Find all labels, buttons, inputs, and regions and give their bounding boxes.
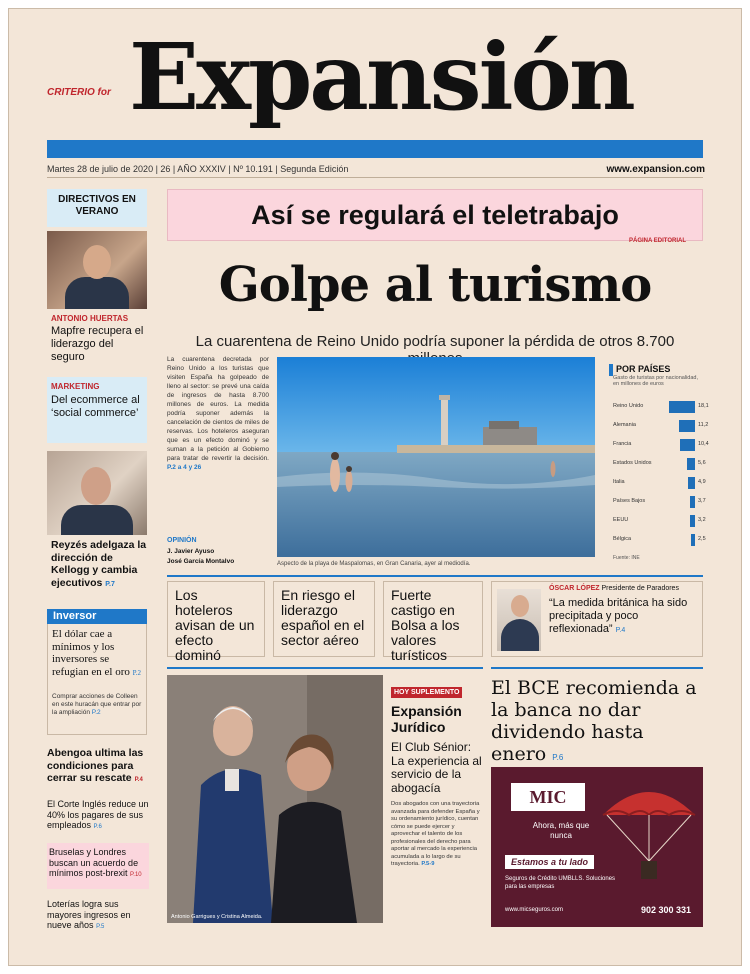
chart-bar (690, 496, 695, 508)
beach-photo (277, 357, 595, 557)
chart-category-label: Países Bajos (613, 498, 646, 504)
ad-site: www.micseguros.com (505, 907, 564, 913)
chart-category-label: Italia (613, 479, 625, 485)
mic-advertisement[interactable] (491, 767, 703, 927)
chart-value-label: 2,5 (698, 536, 706, 542)
mapfre-story[interactable]: Mapfre recupera el liderazgo del seguro (51, 325, 144, 363)
reyzes-photo (47, 451, 147, 535)
brexit-story[interactable]: Bruselas y Londres buscan un acuerdo de mínimos post-brexit P.10 (49, 847, 142, 878)
bce-rule (491, 667, 703, 669)
teasers-rule (167, 575, 703, 577)
ad-line-1: Ahora, más que nunca (532, 821, 590, 840)
huertas-photo (47, 231, 147, 309)
suplemento-body: Dos abogados con una trayectoria avanzada para defender España y su ordenamiento jurídico, cuentan cómo se puede ejercer y aprovechar el talento de los profesionales del derecho para aportar al mercado la experiencia acumulada a lo largo de su trayectoria. P.5-9 (391, 801, 480, 867)
chart-row (613, 477, 705, 489)
ad-line-3: Seguros de Crédito UMBLLS. Soluciones para las empresas (505, 876, 616, 890)
chart-row (613, 496, 705, 508)
chart-row (613, 534, 705, 546)
suplemento-title[interactable]: Expansión Jurídico (391, 703, 462, 735)
reyzes-story[interactable]: Reyzés adelgaza la dirección de Kellogg y cambia ejecutivos P.7 (51, 539, 147, 589)
colleen-story[interactable]: Comprar acciones de Colleen en este huracán que entrar por la ampliación P.2 (52, 693, 142, 716)
portrait-illustration (167, 675, 383, 923)
suplemento-column (391, 681, 483, 869)
date-line: Martes 28 de julio de 2020 | 26 | AÑO XXXIV | Nº 10.191 | Segunda Edición (47, 164, 349, 174)
parachute-icon (599, 775, 699, 885)
inversor-title: Inversor (53, 610, 97, 622)
mic-logo: MIC (511, 783, 585, 811)
beach-caption: Aspecto de la playa de Maspalomas, en Gran Canaria, ayer al mediodía. (277, 561, 471, 567)
chart-value-label: 3,7 (698, 498, 706, 504)
masthead-blue-bar (47, 140, 703, 158)
newspaper-front-page (8, 8, 742, 966)
chart-category-label: Bélgica (613, 536, 632, 542)
corte-ingles-story[interactable]: El Corte Inglés reduce un 40% los pagares de sus empleados P.6 (47, 799, 149, 830)
opinion-author-1[interactable]: J. Javier Ayuso (167, 548, 215, 555)
dolar-story[interactable]: El dólar cae a mínimos y los inversores se refugian en el oro P.2 (52, 628, 142, 678)
chart-value-label: 11,2 (698, 422, 709, 428)
masthead-title: Expansión (129, 23, 633, 131)
oscar-photo (497, 589, 541, 651)
chart-category-label: Estados Unidos (613, 460, 652, 466)
chart-bar (679, 420, 695, 432)
brand-tag: CRITERIO for (47, 87, 111, 98)
site-link[interactable]: www.expansion.com (606, 164, 705, 175)
huertas-kicker: ANTONIO HUERTAS (51, 314, 129, 323)
chart-bar (687, 458, 695, 470)
chart-row (613, 401, 709, 413)
abengoa-story[interactable]: Abengoa ultima las condiciones para cerrar su rescate P.4 (47, 747, 144, 784)
chart-value-label: 18,1 (698, 403, 709, 409)
chart-bar (691, 534, 695, 546)
teaser-bolsa[interactable]: Fuerte castigo en Bolsa a los valores turísticos (383, 581, 483, 657)
chart-row (613, 439, 709, 451)
chart-value-label: 10,4 (698, 441, 709, 447)
main-body: La cuarentena decretada por Reino Unido a los turistas que visiten España ha golpeado de lleno al sector: se prevé una caída de ingresos de hasta 8.700 millones de euros. La medida podría suponer además la cancelación de cientos de miles de reservas. Los hoteleros aseguran que es un efecto dominó y se suman a la petición al Gobierno para tratar de revertir la decisión. P.2 a 4 y 26 (167, 356, 269, 471)
garrigues-almeida-photo (167, 675, 383, 923)
oscar-quote[interactable]: “La medida británica ha sido precipitada y poco reflexionada” P.4 (549, 597, 688, 635)
chart-bar (688, 477, 695, 489)
opinion-author-2[interactable]: José García Montalvo (167, 558, 235, 565)
chart-category-label: Francia (613, 441, 632, 447)
culture-rule (167, 667, 483, 669)
main-subhead: La cuarentena de Reino Unido podría suponer la pérdida de otros 8.700 (195, 333, 675, 350)
loterias-story[interactable]: Loterías logra sus mayores ingresos en nueve años P.5 (47, 899, 131, 930)
teaser-hoteleros[interactable]: Los hoteleros avisan de un efecto dominó (167, 581, 265, 657)
chart-bar (680, 439, 695, 451)
beach-illustration (277, 357, 595, 557)
chart-value-label: 5,6 (698, 460, 706, 466)
chart-category-label: Alemania (613, 422, 636, 428)
chart-row (613, 515, 705, 527)
main-headline[interactable]: Golpe al turismo (218, 257, 652, 313)
chart-subtitle: Gasto de turistas por nacionalidad, en millones de euros (613, 375, 698, 387)
chart-row (613, 420, 709, 432)
chart-bar (690, 515, 695, 527)
bce-story[interactable]: El BCE recomienda a la banca no dar dividendo hasta enero P.6 (491, 677, 697, 765)
teaser-aereo[interactable]: En riesgo el liderazgo español en el sector aéreo (273, 581, 375, 657)
chart-category-label: Reino Unido (613, 403, 644, 409)
directivos-title: DIRECTIVOS EN VERANO (47, 189, 147, 227)
suplemento-subtitle[interactable]: El Club Sénior: La experiencia al servicio de la abogacía (391, 740, 482, 795)
chart-value-label: 3,2 (698, 517, 706, 523)
chart-category-label: EEUU (613, 517, 629, 523)
masthead-divider (47, 177, 703, 178)
chart-value-label: 4,9 (698, 479, 706, 485)
chart-title: POR PAÍSES (616, 364, 671, 374)
chart-source: Fuente: INE (613, 555, 640, 561)
culture-caption: Antonio Garrigues y Cristina Almeida. (171, 914, 263, 920)
ad-phone: 902 300 331 (641, 905, 692, 915)
chart-row (613, 458, 705, 470)
marketing-kicker: MARKETING (51, 382, 100, 391)
ad-line-2: Estamos a tu lado (505, 855, 594, 869)
ecommerce-story[interactable]: Del ecommerce al ‘social commerce’ (51, 394, 140, 419)
teletrabajo-banner[interactable]: Así se regulará el teletrabajo (167, 189, 703, 241)
oscar-byline: ÓSCAR LÓPEZ Presidente de Paradores (549, 585, 679, 592)
suplemento-kicker: HOY SUPLEMENTO (391, 687, 462, 698)
opinion-title: OPINIÓN (167, 537, 197, 544)
editorial-tag: PÁGINA EDITORIAL (629, 238, 687, 244)
chart-bar (669, 401, 695, 413)
